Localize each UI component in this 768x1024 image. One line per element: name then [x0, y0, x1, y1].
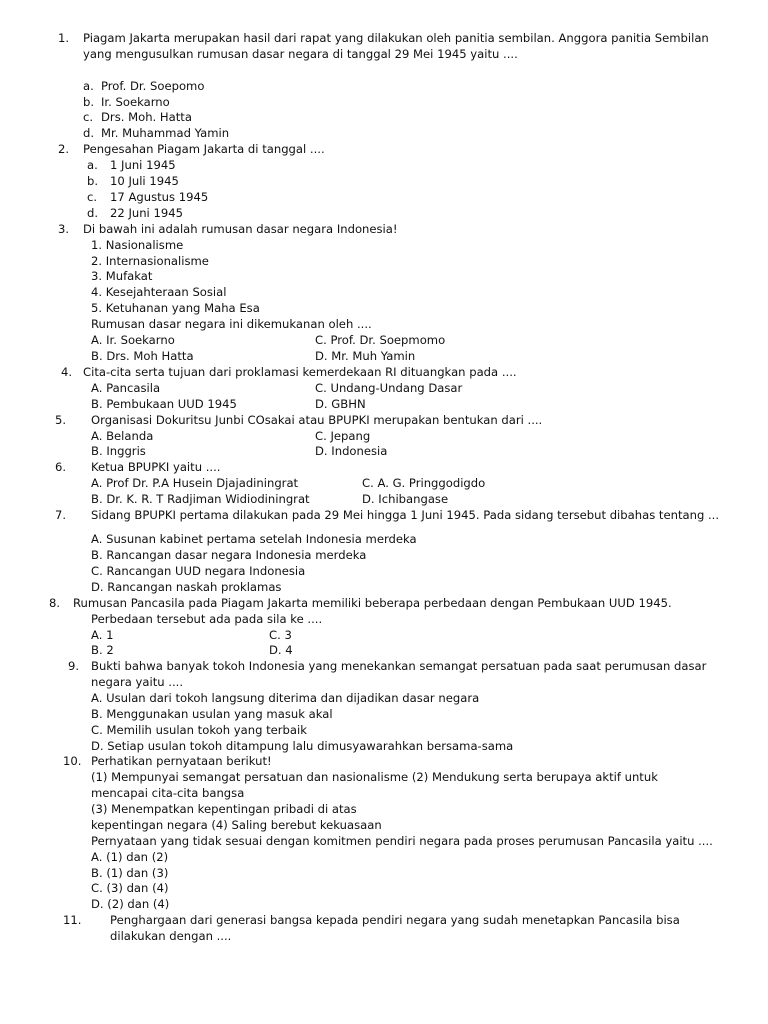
option-text: D. GBHN — [315, 397, 366, 411]
question-text: Penghargaan dari generasi bangsa kepada pendiri negara yang sudah menetapkan Pancasila bisa — [110, 913, 680, 927]
option-text: Prof. Dr. Soepomo — [101, 79, 205, 93]
list-item: 4. Kesejahteraan Sosial — [91, 285, 227, 299]
option-text: 17 Agustus 1945 — [110, 190, 209, 204]
question-number: 4. — [61, 365, 73, 379]
option-text: B. Dr. K. R. T Radjiman Widiodiningrat — [91, 492, 310, 506]
option-letter: b. — [83, 95, 95, 109]
question-number: 5. — [55, 413, 67, 427]
option-text: D. 4 — [269, 643, 293, 657]
option-text: A. Prof Dr. P.A Husein Djajadiningrat — [91, 476, 299, 490]
option-text: D. Setiap usulan tokoh ditampung lalu dimusyawarahkan bersama-sama — [91, 739, 514, 753]
option-text: C. Rancangan UUD negara Indonesia — [91, 564, 306, 578]
option-text: B. Pembukaan UUD 1945 — [91, 397, 237, 411]
question-number: 6. — [55, 460, 67, 474]
list-item: 5. Ketuhanan yang Maha Esa — [91, 301, 260, 315]
option-text: C. (3) dan (4) — [91, 881, 169, 895]
question-text: negara yaitu .... — [91, 675, 184, 689]
option-text: D. Mr. Muh Yamin — [315, 349, 416, 363]
option-text: B. Rancangan dasar negara Indonesia merdeka — [91, 548, 367, 562]
list-item: 3. Mufakat — [91, 269, 153, 283]
option-text: A. Belanda — [91, 429, 154, 443]
option-text: Ir. Soekarno — [101, 95, 170, 109]
option-text: C. Memilih usulan tokoh yang terbaik — [91, 723, 307, 737]
question-number: 3. — [58, 222, 70, 236]
option-text: A. (1) dan (2) — [91, 850, 169, 864]
question-number: 9. — [68, 659, 80, 673]
question-number: 10. — [63, 754, 82, 768]
question-text: yang mengusulkan rumusan dasar negara di tanggal 29 Mei 1945 yaitu .... — [83, 47, 518, 61]
option-text: C. Undang-Undang Dasar — [315, 381, 463, 395]
option-text: A. 1 — [91, 628, 114, 642]
question-text: Piagam Jakarta merupakan hasil dari rapat yang dilakukan oleh panitia sembilan. Anggora panitia Sembilan — [83, 31, 709, 45]
list-item: 2. Internasionalisme — [91, 254, 209, 268]
option-text: C. A. G. Pringgodigdo — [362, 476, 486, 490]
option-text: C. 3 — [269, 628, 292, 642]
statement-line: (1) Mempunyai semangat persatuan dan nasionalisme (2) Mendukung serta berupaya aktif untuk — [91, 770, 658, 784]
option-text: B. 2 — [91, 643, 114, 657]
question-text: Di bawah ini adalah rumusan dasar negara Indonesia! — [83, 222, 398, 236]
question-text: Rumusan Pancasila pada Piagam Jakarta memiliki beberapa perbedaan dengan Pembukaan UUD 1945. — [73, 596, 672, 610]
question-text: Perbedaan tersebut ada pada sila ke .... — [91, 612, 323, 626]
option-letter: d. — [87, 206, 99, 220]
question-text: Organisasi Dokuritsu Junbi COsakai atau BPUPKI merupakan bentukan dari .... — [91, 413, 543, 427]
statement-line: (3) Menempatkan kepentingan pribadi di atas — [91, 802, 357, 816]
question-number: 11. — [63, 913, 82, 927]
question-number: 7. — [55, 508, 67, 522]
option-text: C. Jepang — [315, 429, 371, 443]
option-text: 1 Juni 1945 — [110, 158, 176, 172]
statement-line: kepentingan negara (4) Saling berebut kekuasaan — [91, 818, 382, 832]
question-text: Pengesahan Piagam Jakarta di tanggal .... — [83, 142, 325, 156]
option-text: B. Inggris — [91, 444, 146, 458]
question-number: 8. — [49, 596, 61, 610]
option-letter: c. — [87, 190, 98, 204]
list-item: 1. Nasionalisme — [91, 238, 184, 252]
question-text: Sidang BPUPKI pertama dilakukan pada 29 Mei hingga 1 Juni 1945. Pada sidang tersebut dibahas tentang ... — [91, 508, 720, 522]
option-text: B. (1) dan (3) — [91, 866, 169, 880]
statement-line: mencapai cita-cita bangsa — [91, 786, 245, 800]
question-text: Perhatikan pernyataan berikut! — [91, 754, 272, 768]
option-text: B. Menggunakan usulan yang masuk akal — [91, 707, 333, 721]
question-text: dilakukan dengan .... — [110, 929, 232, 943]
option-letter: a. — [87, 158, 98, 172]
option-letter: b. — [87, 174, 99, 188]
option-letter: c. — [83, 110, 94, 124]
question-number: 1. — [58, 31, 70, 45]
option-text: B. Drs. Moh Hatta — [91, 349, 194, 363]
question-stem: Pernyataan yang tidak sesuai dengan komitmen pendiri negara pada proses perumusan Pancasila yaitu .... — [91, 834, 713, 848]
option-text: A. Usulan dari tokoh langsung diterima dan dijadikan dasar negara — [91, 691, 480, 705]
option-text: C. Prof. Dr. Soepmomo — [315, 333, 446, 347]
option-text: A. Susunan kabinet pertama setelah Indonesia merdeka — [91, 532, 417, 546]
option-text: 22 Juni 1945 — [110, 206, 183, 220]
option-text: D. (2) dan (4) — [91, 897, 170, 911]
option-text: Mr. Muhammad Yamin — [101, 126, 230, 140]
option-letter: a. — [83, 79, 94, 93]
option-letter: d. — [83, 126, 95, 140]
option-text: D. Rancangan naskah proklamas — [91, 580, 282, 594]
option-text: A. Ir. Soekarno — [91, 333, 175, 347]
option-text: D. Indonesia — [315, 444, 388, 458]
question-stem: Rumusan dasar negara ini dikemukanan oleh .... — [91, 317, 372, 331]
question-text: Cita-cita serta tujuan dari proklamasi kemerdekaan RI dituangkan pada .... — [83, 365, 517, 379]
option-text: D. Ichibangase — [362, 492, 449, 506]
question-text: Bukti bahwa banyak tokoh Indonesia yang menekankan semangat persatuan pada saat perumusan dasar — [91, 659, 707, 673]
option-text: A. Pancasila — [91, 381, 161, 395]
option-text: 10 Juli 1945 — [110, 174, 179, 188]
question-number: 2. — [58, 142, 70, 156]
option-text: Drs. Moh. Hatta — [101, 110, 192, 124]
question-text: Ketua BPUPKI yaitu .... — [91, 460, 221, 474]
